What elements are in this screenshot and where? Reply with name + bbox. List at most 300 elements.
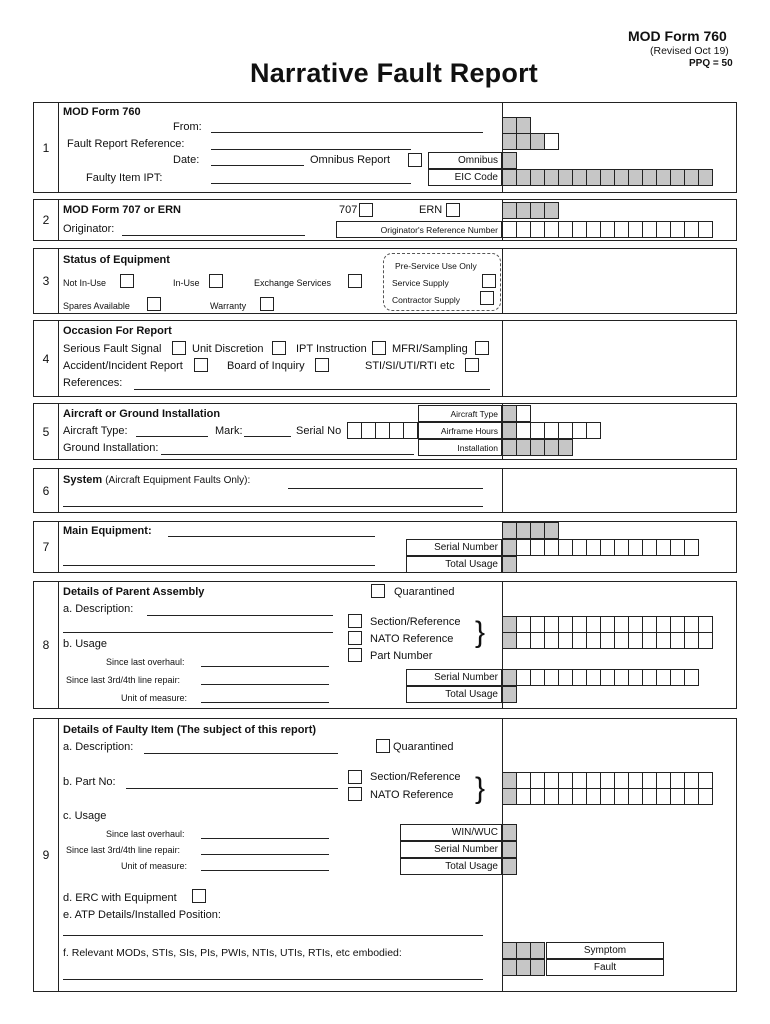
entry-cell[interactable]	[375, 422, 390, 439]
entry-cell[interactable]	[614, 616, 629, 633]
entry-cell[interactable]	[600, 539, 615, 556]
f707-label: 707	[339, 204, 358, 216]
warranty-checkbox[interactable]	[260, 297, 274, 311]
brace: }	[475, 772, 486, 805]
entry-cell	[502, 202, 517, 219]
cell-row	[502, 133, 558, 150]
entry-cell	[572, 169, 587, 186]
entry-cell[interactable]	[586, 616, 601, 633]
cell-row	[502, 858, 516, 875]
description-field-2[interactable]	[63, 632, 333, 633]
since-repair-field[interactable]	[201, 684, 329, 685]
mark-field[interactable]	[244, 436, 291, 437]
reference-cells-1[interactable]	[502, 772, 712, 789]
cell-row	[502, 152, 516, 169]
entry-cell[interactable]	[684, 539, 699, 556]
serious-label: Serious Fault Signal	[63, 343, 162, 355]
since-overhaul-label: Since last overhaul:	[106, 657, 185, 667]
erc-label: d. ERC with Equipment	[63, 892, 177, 904]
entry-cell[interactable]	[670, 772, 685, 789]
entry-cell[interactable]	[516, 772, 531, 789]
entry-cell[interactable]	[642, 616, 657, 633]
entry-cell[interactable]	[347, 422, 362, 439]
faulty-ipt-field[interactable]	[211, 183, 411, 184]
lb-aircraft-type: Aircraft Type	[418, 405, 502, 422]
entry-cell[interactable]	[572, 539, 587, 556]
spares-checkbox[interactable]	[147, 297, 161, 311]
entry-cell	[516, 439, 531, 456]
entry-cell[interactable]	[516, 221, 531, 238]
entry-cell	[530, 522, 545, 539]
section-ref-label: Section/Reference	[370, 616, 461, 628]
ipt-label: IPT Instruction	[296, 343, 367, 355]
lb-total-usage: Total Usage	[406, 686, 502, 703]
column-divider	[502, 249, 503, 313]
description-field-1[interactable]	[147, 615, 333, 616]
entry-cell[interactable]	[698, 632, 713, 649]
cell-row	[502, 439, 572, 456]
entry-cell	[586, 169, 601, 186]
entry-cell[interactable]	[642, 221, 657, 238]
entry-cell	[502, 117, 517, 134]
since-repair-label: Since last 3rd/4th line repair:	[66, 675, 181, 685]
airframe-hours-cells[interactable]	[502, 422, 600, 439]
entry-cell[interactable]	[670, 788, 685, 805]
entry-cell	[544, 522, 559, 539]
serious-checkbox[interactable]	[172, 341, 186, 355]
entry-cell	[544, 202, 559, 219]
entry-cell[interactable]	[614, 669, 629, 686]
system-field-2[interactable]	[63, 506, 483, 507]
omnibus-report-label: Omnibus Report	[310, 154, 391, 166]
sti-label: STI/SI/UTI/RTI etc	[365, 360, 455, 372]
page-title: Narrative Fault Report	[250, 58, 538, 88]
entry-cell[interactable]	[572, 422, 587, 439]
accident-label: Accident/Incident Report	[63, 360, 183, 372]
lb-serial-number: Serial Number	[400, 841, 502, 858]
entry-cell[interactable]	[600, 669, 615, 686]
accident-checkbox[interactable]	[194, 358, 208, 372]
entry-cell[interactable]	[389, 422, 404, 439]
entry-cell[interactable]	[586, 788, 601, 805]
entry-cell[interactable]	[403, 422, 418, 439]
board-checkbox[interactable]	[315, 358, 329, 372]
entry-cell[interactable]	[684, 788, 699, 805]
cell-row	[502, 824, 516, 841]
entry-cell[interactable]	[670, 616, 685, 633]
ground-field[interactable]	[161, 454, 414, 455]
section-9	[33, 718, 737, 992]
f707-checkbox[interactable]	[359, 203, 373, 217]
entry-cell[interactable]	[544, 221, 559, 238]
section-heading: Aircraft or Ground Installation	[63, 408, 221, 420]
reference-cells-1[interactable]	[502, 616, 712, 633]
entry-cell[interactable]	[656, 221, 671, 238]
ppq-label: PPQ = 50	[689, 58, 733, 69]
entry-cell[interactable]	[558, 422, 573, 439]
entry-cell	[544, 169, 559, 186]
serial-no-cells[interactable]	[347, 422, 417, 439]
part-number-checkbox[interactable]	[348, 648, 362, 662]
entry-cell[interactable]	[642, 669, 657, 686]
entry-cell	[530, 169, 545, 186]
entry-cell[interactable]	[544, 616, 559, 633]
section-heading: Occasion For Report	[63, 325, 172, 337]
entry-cell[interactable]	[544, 133, 559, 150]
entry-cell[interactable]	[502, 221, 517, 238]
entry-cell[interactable]	[670, 221, 685, 238]
section-heading: System	[63, 474, 103, 486]
cell-row	[502, 942, 544, 959]
entry-cell[interactable]	[614, 632, 629, 649]
mfri-checkbox[interactable]	[475, 341, 489, 355]
fault-ref-field[interactable]	[211, 149, 411, 150]
section-6	[33, 468, 737, 513]
entry-cell[interactable]	[684, 221, 699, 238]
serial-no-label: Serial No	[296, 425, 342, 437]
entry-cell	[502, 422, 517, 439]
unit-checkbox[interactable]	[272, 341, 286, 355]
entry-cell[interactable]	[558, 669, 573, 686]
cell-row	[502, 686, 516, 703]
entry-cell[interactable]	[516, 616, 531, 633]
entry-cell	[516, 117, 531, 134]
fault-ref-label: Fault Report Reference:	[67, 138, 185, 150]
entry-cell	[516, 959, 531, 976]
cell-row	[502, 522, 558, 539]
lb-total-usage: Total Usage	[400, 858, 502, 875]
entry-cell[interactable]	[586, 669, 601, 686]
in-use-label: In-Use	[173, 278, 200, 288]
entry-cell[interactable]	[558, 788, 573, 805]
entry-cell[interactable]	[642, 632, 657, 649]
lb-serial-number: Serial Number	[406, 669, 502, 686]
eic-code-label-box: EIC Code	[428, 169, 502, 186]
entry-cell	[516, 169, 531, 186]
entry-cell[interactable]	[586, 221, 601, 238]
entry-cell[interactable]	[642, 772, 657, 789]
entry-cell	[628, 169, 643, 186]
entry-cell[interactable]	[530, 669, 545, 686]
entry-cell[interactable]	[614, 221, 629, 238]
section-number: 7	[34, 522, 59, 572]
ern-label: ERN	[419, 204, 443, 216]
since-overhaul-field[interactable]	[201, 666, 329, 667]
entry-cell[interactable]	[698, 221, 713, 238]
entry-cell[interactable]	[586, 632, 601, 649]
entry-cell	[502, 133, 517, 150]
orig-ref-label-box: Originator's Reference Number	[336, 221, 502, 238]
entry-cell	[698, 169, 713, 186]
exchange-checkbox[interactable]	[348, 274, 362, 288]
section-number: 1	[34, 103, 59, 192]
entry-cell[interactable]	[670, 632, 685, 649]
section-number: 2	[34, 200, 59, 240]
entry-cell	[502, 824, 517, 841]
part-no-field[interactable]	[126, 788, 338, 789]
entry-cell[interactable]	[586, 539, 601, 556]
brace: }	[475, 616, 486, 649]
omnibus-report-checkbox[interactable]	[408, 153, 422, 167]
entry-cell[interactable]	[684, 632, 699, 649]
cell-row	[502, 405, 530, 422]
entry-cell	[600, 169, 615, 186]
aircraft-type-field[interactable]	[136, 436, 208, 437]
description-label: a. Description:	[63, 603, 134, 615]
section-number: 8	[34, 582, 59, 708]
entry-cell[interactable]	[530, 788, 545, 805]
entry-cell	[642, 169, 657, 186]
entry-cell[interactable]	[544, 632, 559, 649]
entry-cell[interactable]	[572, 616, 587, 633]
cell-row	[502, 841, 516, 858]
entry-cell	[502, 522, 517, 539]
entry-cell[interactable]	[544, 669, 559, 686]
entry-cell[interactable]	[361, 422, 376, 439]
serial-number-cells[interactable]	[502, 539, 698, 556]
entry-cell	[614, 169, 629, 186]
entry-cell[interactable]	[614, 788, 629, 805]
entry-cell	[502, 772, 517, 789]
section-heading: Details of Faulty Item (The subject of this report)	[63, 724, 317, 736]
originator-label: Originator:	[63, 223, 115, 235]
nato-ref-checkbox[interactable]	[348, 631, 362, 645]
entry-cell[interactable]	[530, 616, 545, 633]
lb-win-wuc: WIN/WUC	[400, 824, 502, 841]
atp-label: e. ATP Details/Installed Position:	[63, 909, 221, 921]
part-number-label: Part Number	[370, 650, 433, 662]
entry-cell[interactable]	[544, 788, 559, 805]
entry-cell[interactable]	[572, 221, 587, 238]
entry-cell[interactable]	[642, 788, 657, 805]
nato-ref-checkbox[interactable]	[348, 787, 362, 801]
entry-cell[interactable]	[572, 669, 587, 686]
entry-cell[interactable]	[698, 616, 713, 633]
entry-cell[interactable]	[544, 539, 559, 556]
entry-cell	[502, 556, 517, 573]
entry-cell	[502, 942, 517, 959]
entry-cell[interactable]	[516, 405, 531, 422]
entry-cell	[502, 539, 517, 556]
not-in-use-checkbox[interactable]	[120, 274, 134, 288]
unit-measure-field[interactable]	[201, 870, 329, 871]
entry-cell[interactable]	[516, 539, 531, 556]
unit-measure-label: Unit of measure:	[121, 861, 188, 871]
entry-cell[interactable]	[600, 788, 615, 805]
entry-cell[interactable]	[530, 422, 545, 439]
since-repair-field[interactable]	[201, 854, 329, 855]
entry-cell[interactable]	[600, 772, 615, 789]
description-field[interactable]	[144, 753, 338, 754]
section-7	[33, 521, 737, 573]
quarantined-checkbox[interactable]	[376, 739, 390, 753]
entry-cell[interactable]	[656, 669, 671, 686]
entry-cell	[502, 632, 517, 649]
nato-ref-label: NATO Reference	[370, 633, 454, 645]
mark-label: Mark:	[215, 425, 243, 437]
entry-cell	[516, 202, 531, 219]
unit-measure-label: Unit of measure:	[121, 693, 188, 703]
entry-cell[interactable]	[628, 616, 643, 633]
main-equipment-field-2[interactable]	[63, 565, 375, 566]
entry-cell	[516, 942, 531, 959]
references-label: References:	[63, 377, 123, 389]
entry-cell	[516, 522, 531, 539]
section-heading: Main Equipment:	[63, 525, 152, 537]
entry-cell[interactable]	[656, 616, 671, 633]
section-heading: Status of Equipment	[63, 254, 170, 266]
description-label: a. Description:	[63, 741, 134, 753]
entry-cell[interactable]	[614, 539, 629, 556]
entry-cell[interactable]	[586, 772, 601, 789]
originator-field[interactable]	[122, 235, 305, 236]
system-field-1[interactable]	[288, 488, 483, 489]
entry-cell	[530, 959, 545, 976]
ern-checkbox[interactable]	[446, 203, 460, 217]
since-repair-label: Since last 3rd/4th line repair:	[66, 845, 181, 855]
entry-cell[interactable]	[614, 772, 629, 789]
ipt-checkbox[interactable]	[372, 341, 386, 355]
entry-cell[interactable]	[628, 632, 643, 649]
reference-cells-2[interactable]	[502, 632, 712, 649]
section-number: 6	[34, 469, 59, 512]
entry-cell[interactable]	[656, 788, 671, 805]
in-use-checkbox[interactable]	[209, 274, 223, 288]
entry-cell[interactable]	[656, 632, 671, 649]
warranty-label: Warranty	[210, 301, 247, 311]
mfri-label: MFRI/Sampling	[392, 343, 468, 355]
lb-installation: Installation	[418, 439, 502, 456]
section-number: 4	[34, 321, 59, 396]
system-label	[63, 474, 250, 487]
part-no-label: b. Part No:	[63, 776, 116, 788]
section-ref-label: Section/Reference	[370, 771, 461, 783]
reference-cells-2[interactable]	[502, 788, 712, 805]
entry-cell[interactable]	[558, 539, 573, 556]
section-number: 3	[34, 249, 59, 313]
entry-cell	[502, 959, 517, 976]
section-5	[33, 403, 737, 460]
quarantined-checkbox[interactable]	[371, 584, 385, 598]
entry-cell[interactable]	[586, 422, 601, 439]
section-1	[33, 102, 737, 193]
entry-cell[interactable]	[628, 539, 643, 556]
erc-checkbox[interactable]	[192, 889, 206, 903]
main-equipment-field-1[interactable]	[168, 536, 375, 537]
entry-cell[interactable]	[628, 772, 643, 789]
relevant-field[interactable]	[63, 979, 483, 980]
entry-cell	[684, 169, 699, 186]
entry-cell[interactable]	[684, 616, 699, 633]
exchange-label: Exchange Services	[254, 278, 332, 288]
entry-cell[interactable]	[572, 788, 587, 805]
entry-cell	[502, 788, 517, 805]
entry-cell[interactable]	[530, 539, 545, 556]
atp-field[interactable]	[63, 935, 483, 936]
entry-cell[interactable]	[544, 422, 559, 439]
spares-label: Spares Available	[63, 301, 130, 311]
cell-row	[502, 117, 530, 134]
references-field[interactable]	[134, 389, 490, 390]
contractor-supply-label: Contractor Supply	[392, 295, 461, 305]
from-field[interactable]	[211, 132, 483, 133]
since-overhaul-field[interactable]	[201, 838, 329, 839]
section-8	[33, 581, 737, 709]
section-heading: MOD Form 707 or ERN	[63, 204, 181, 216]
serial-number-cells[interactable]	[502, 669, 698, 686]
section-ref-checkbox[interactable]	[348, 770, 362, 784]
entry-cell[interactable]	[600, 632, 615, 649]
entry-cell[interactable]	[558, 632, 573, 649]
entry-cell[interactable]	[670, 669, 685, 686]
entry-cell[interactable]	[516, 422, 531, 439]
entry-cell[interactable]	[558, 616, 573, 633]
lb-fault: Fault	[546, 959, 664, 976]
date-field[interactable]	[211, 165, 304, 166]
entry-cell[interactable]	[572, 632, 587, 649]
lb-serial-number: Serial Number	[406, 539, 502, 556]
entry-cell	[502, 169, 517, 186]
entry-cell	[656, 169, 671, 186]
entry-cell	[544, 439, 559, 456]
section-3	[33, 248, 737, 314]
entry-cell[interactable]	[516, 632, 531, 649]
entry-cell	[530, 133, 545, 150]
section-number: 5	[34, 404, 59, 459]
entry-cell[interactable]	[558, 221, 573, 238]
omnibus-label-box: Omnibus	[428, 152, 502, 169]
entry-cell[interactable]	[656, 772, 671, 789]
entry-cell	[502, 405, 517, 422]
board-label: Board of Inquiry	[227, 360, 305, 372]
lb-symptom: Symptom	[546, 942, 664, 959]
entry-cell[interactable]	[530, 221, 545, 238]
entry-cell[interactable]	[628, 669, 643, 686]
unit-measure-field[interactable]	[201, 702, 329, 703]
entry-cell[interactable]	[516, 788, 531, 805]
entry-cell[interactable]	[600, 616, 615, 633]
entry-cell[interactable]	[600, 221, 615, 238]
entry-cell[interactable]	[516, 669, 531, 686]
entry-cell[interactable]	[642, 539, 657, 556]
unit-label: Unit Discretion	[192, 343, 264, 355]
cell-row	[502, 202, 558, 219]
entry-cell[interactable]	[572, 772, 587, 789]
entry-cell[interactable]	[628, 788, 643, 805]
sti-checkbox[interactable]	[465, 358, 479, 372]
service-supply-checkbox[interactable]	[482, 274, 496, 288]
lb-airframe-hours: Airframe Hours	[418, 422, 502, 439]
entry-cell[interactable]	[670, 539, 685, 556]
form-number: MOD Form 760	[628, 28, 727, 44]
entry-cell[interactable]	[530, 632, 545, 649]
entry-cell[interactable]	[656, 539, 671, 556]
entry-cell[interactable]	[558, 772, 573, 789]
entry-cell[interactable]	[530, 772, 545, 789]
entry-cell[interactable]	[684, 669, 699, 686]
entry-cell[interactable]	[628, 221, 643, 238]
section-ref-checkbox[interactable]	[348, 614, 362, 628]
entry-cell[interactable]	[544, 772, 559, 789]
eic-code-cells[interactable]	[502, 169, 712, 186]
quarantined-label: Quarantined	[394, 586, 455, 598]
entry-cell[interactable]	[698, 788, 713, 805]
entry-cell[interactable]	[698, 772, 713, 789]
section-heading: MOD Form 760	[63, 106, 141, 118]
contractor-supply-checkbox[interactable]	[480, 291, 494, 305]
orig-ref-cells[interactable]	[502, 221, 712, 238]
entry-cell[interactable]	[684, 772, 699, 789]
